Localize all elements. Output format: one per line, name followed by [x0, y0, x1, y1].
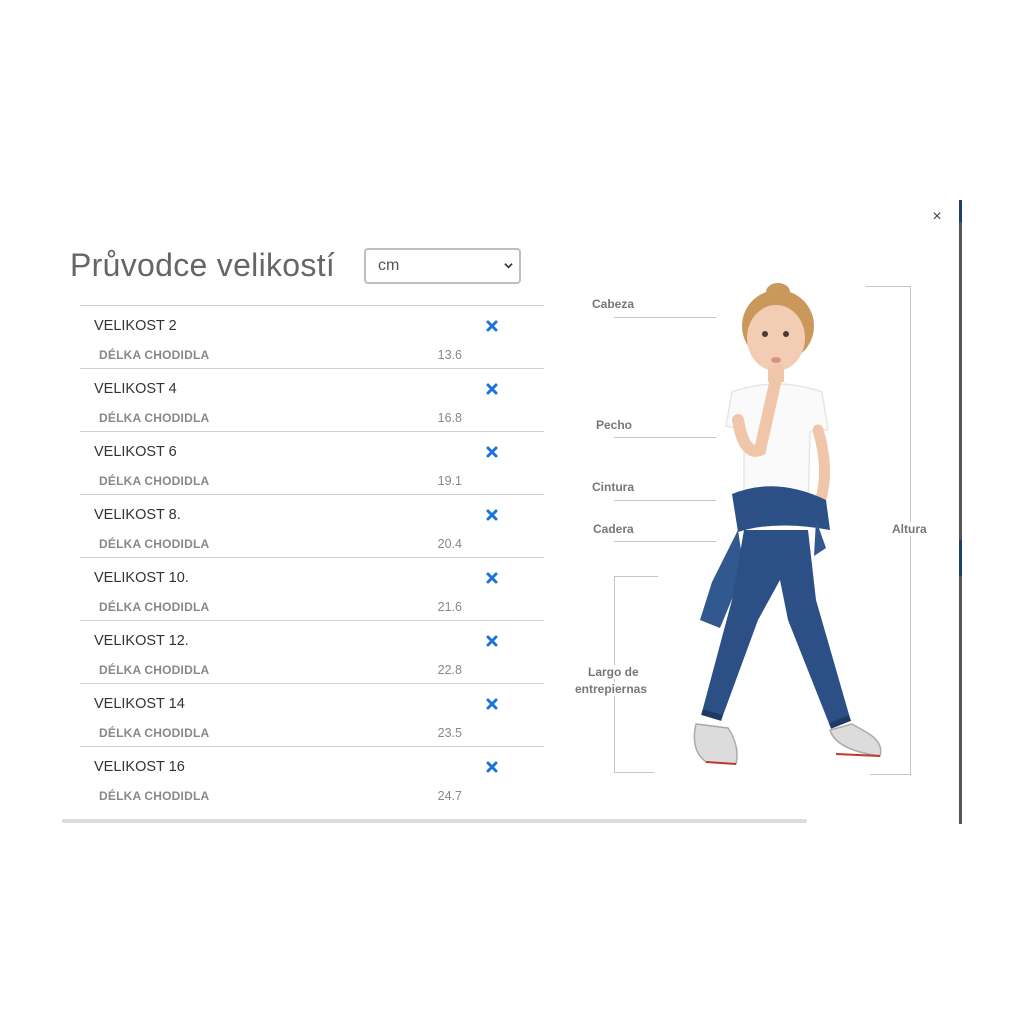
measure-value: 24.7: [437, 789, 462, 803]
table-row: [80, 431, 544, 494]
modal-scroll-edge: [959, 200, 962, 824]
size-name: VELIKOST 8.: [94, 507, 181, 523]
size-name: VELIKOST 10.: [94, 570, 189, 586]
measure-label: DÉLKA CHODIDLA: [99, 537, 210, 551]
label-inseam-line2: entrepiernas: [575, 682, 648, 696]
size-name: VELIKOST 16: [94, 759, 185, 775]
x-icon[interactable]: [484, 570, 500, 586]
measure-value: 19.1: [437, 474, 462, 488]
edge-accent: [959, 200, 962, 222]
x-icon[interactable]: [484, 696, 500, 712]
measure-value: 21.6: [437, 600, 462, 614]
unit-select[interactable]: [364, 248, 521, 284]
unit-select-value: cm: [378, 257, 400, 274]
measure-label: DÉLKA CHODIDLA: [99, 348, 210, 362]
measure-label: DÉLKA CHODIDLA: [99, 474, 210, 488]
x-icon[interactable]: [484, 318, 500, 334]
size-name: VELIKOST 2: [94, 318, 177, 334]
page-title: Průvodce velikostí: [70, 247, 336, 283]
size-name: VELIKOST 4: [94, 381, 177, 397]
x-icon[interactable]: [484, 507, 500, 523]
measure-value: 20.4: [437, 537, 462, 551]
table-row: [80, 683, 544, 746]
table-row: [80, 494, 544, 557]
measure-label: DÉLKA CHODIDLA: [99, 600, 210, 614]
close-button[interactable]: [928, 206, 946, 228]
size-illustration: [570, 280, 950, 800]
table-row: [80, 746, 544, 809]
table-row: [80, 305, 544, 368]
measure-value: 16.8: [437, 411, 462, 425]
measure-label: DÉLKA CHODIDLA: [99, 411, 210, 425]
size-name: VELIKOST 12.: [94, 633, 189, 649]
measure-label: DÉLKA CHODIDLA: [99, 789, 210, 803]
close-icon: ×: [932, 208, 942, 225]
label-head: Cabeza: [592, 297, 635, 311]
x-icon[interactable]: [484, 759, 500, 775]
label-height: Altura: [892, 522, 927, 536]
chevron-down-icon: [504, 261, 513, 270]
x-icon[interactable]: [484, 381, 500, 397]
label-waist: Cintura: [592, 480, 634, 494]
label-chest: Pecho: [596, 418, 633, 432]
measure-value: 13.6: [437, 348, 462, 362]
table-row: [80, 620, 544, 683]
measure-value: 22.8: [437, 663, 462, 677]
label-hip: Cadera: [593, 522, 634, 536]
label-inseam-line1: Largo de: [588, 665, 639, 679]
size-name: VELIKOST 6: [94, 444, 177, 460]
measure-label: DÉLKA CHODIDLA: [99, 663, 210, 677]
size-name: VELIKOST 14: [94, 696, 185, 712]
measure-label: DÉLKA CHODIDLA: [99, 726, 210, 740]
x-icon[interactable]: [484, 444, 500, 460]
horizontal-scrollbar[interactable]: [62, 819, 807, 823]
size-table: [80, 305, 544, 809]
table-row: [80, 368, 544, 431]
child-figure: [640, 280, 910, 790]
x-icon[interactable]: [484, 633, 500, 649]
table-row: [80, 557, 544, 620]
edge-accent: [959, 540, 962, 576]
measure-value: 23.5: [437, 726, 462, 740]
